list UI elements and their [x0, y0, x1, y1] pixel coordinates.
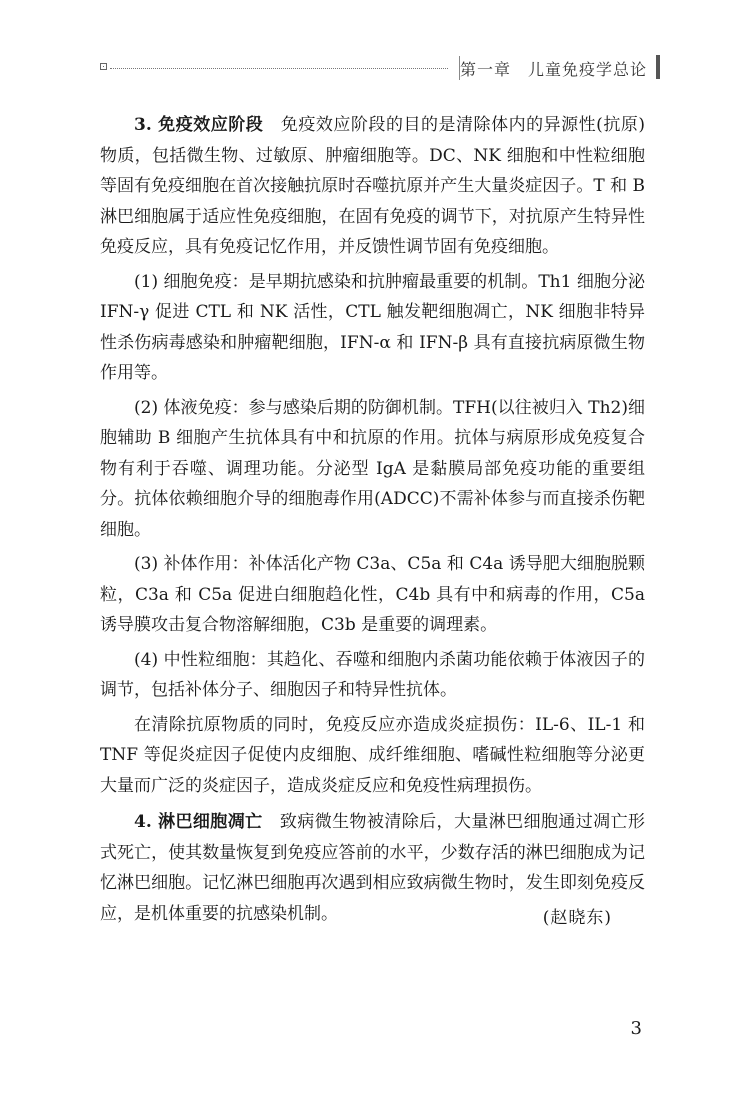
paragraph-text: 免疫效应阶段的目的是清除体内的异源性(抗原)物质，包括微生物、过敏原、肿瘤细胞等。DC、NK 细胞和中性粒细胞等固有免疫细胞在首次接触抗原时吞噬抗原并产生大量炎症因子。T 和 B 淋巴细胞属于适应性免疫细胞，在固有免疫的调节下，对抗原产生特异性免疫反应，具有免疫记忆作用，并反馈性调节固有免疫细胞。 [100, 115, 646, 257]
section-heading-immune-effector: 3. 免疫效应阶段 [134, 115, 264, 135]
header-square-icon [100, 63, 107, 70]
paragraph-neutrophils: (4) 中性粒细胞：其趋化、吞噬和细胞内杀菌功能依赖于体液因子的调节，包括补体分子、细胞因子和特异性抗体。 [100, 649, 645, 700]
paragraph-text: 致病微生物被清除后，大量淋巴细胞通过凋亡形式死亡，使其数量恢复到免疫应答前的水平，少数存活的淋巴细胞成为记忆淋巴细胞。记忆淋巴细胞再次遇到相应致病微生物时，发生即刻免疫反应，是机体重要的抗感染机制。 [100, 812, 645, 924]
page-number: 3 [630, 1018, 642, 1039]
paragraph-inflammation: 在清除抗原物质的同时，免疫反应亦造成炎症损伤：IL-6、IL-1 和 TNF 等促炎症因子促使内皮细胞、成纤维细胞、嗜碱性粒细胞等分泌更大量而广泛的炎症因子，造成炎症反应和免疫性病理损伤。 [100, 714, 645, 796]
page-body [100, 110, 645, 929]
header-dotted-rule [110, 68, 448, 69]
section-heading-lymphocyte-apoptosis: 4. 淋巴细胞凋亡 [134, 812, 263, 832]
header-end-bar [656, 55, 660, 79]
chapter-title: 第一章 儿童免疫学总论 [460, 60, 648, 79]
paragraph-complement: (3) 补体作用：补体活化产物 C3a、C5a 和 C4a 诱导肥大细胞脱颗粒，C3a 和 C5a 促进白细胞趋化性，C4b 具有中和病毒的作用，C5a 诱导膜攻击复合物溶解细胞，C3b 是重要的调理素。 [100, 554, 645, 635]
author-signature: (赵晓东) [542, 908, 612, 928]
paragraph-humoral-immunity: (2) 体液免疫：参与感染后期的防御机制。TFH(以往被归入 Th2)细胞辅助 B 细胞产生抗体具有中和抗原的作用。抗体与病原形成免疫复合物有利于吞噬、调理功能。分泌型 IgA 是黏膜局部免疫功能的重要组分。抗体依赖细胞介导的细胞毒作用(ADCC)不需补体参与而直接杀伤靶细胞。 [100, 397, 645, 540]
paragraph-immune-effector-phase [100, 110, 645, 263]
paragraph-cellular-immunity: (1) 细胞免疫：是早期抗感染和抗肿瘤最重要的机制。Th1 细胞分泌 IFN-γ 促进 CTL 和 NK 活性，CTL 触发靶细胞凋亡，NK 细胞非特异性杀伤病毒感染和肿瘤靶细胞，IFN-α 和 IFN-β 具有直接抗病原微生物作用等。 [100, 271, 645, 383]
running-header [100, 52, 660, 82]
